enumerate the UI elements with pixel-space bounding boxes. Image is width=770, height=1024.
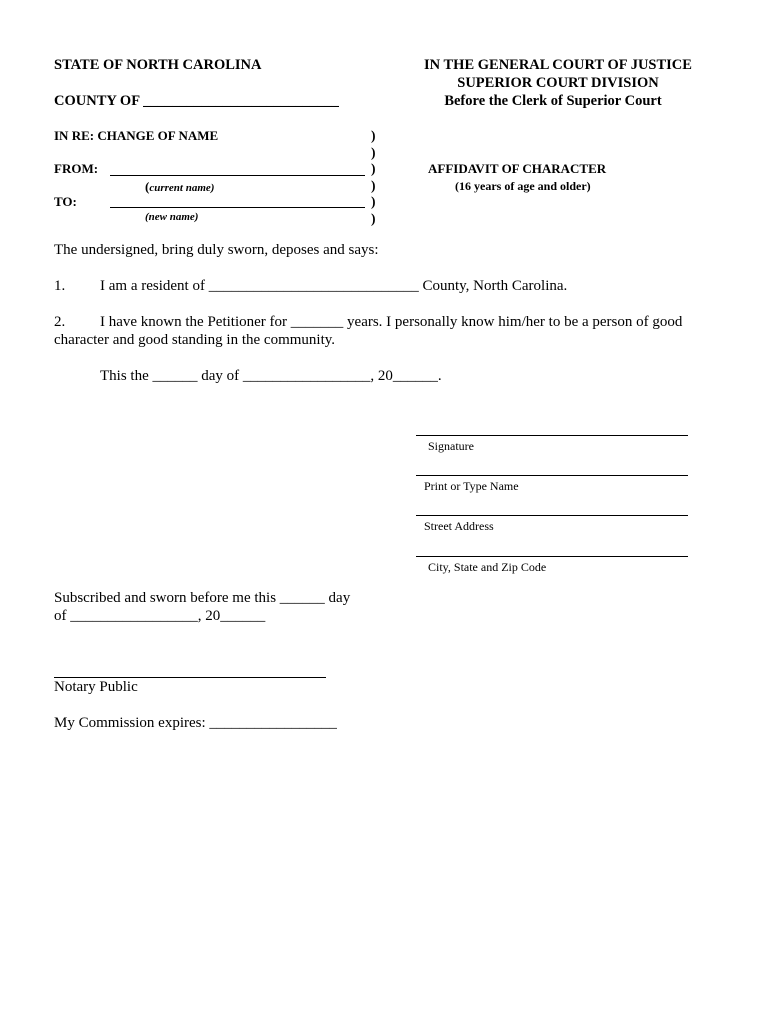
city-state-zip-label: City, State and Zip Code (428, 560, 547, 574)
caption-paren: ) (371, 194, 376, 209)
item2-text-line1: I have known the Petitioner for _______ years. I personally know him/her to be a person of good (100, 314, 683, 330)
in-re-label: IN RE: CHANGE OF NAME (54, 128, 219, 143)
county-heading: COUNTY OF ___________________________ (54, 93, 339, 109)
city-state-zip-line[interactable] (416, 556, 688, 557)
to-label: TO: (54, 194, 77, 209)
caption-paren: ) (371, 178, 376, 193)
intro-paragraph: The undersigned, bring duly sworn, deposes and says: (54, 242, 379, 258)
to-name-line[interactable] (110, 207, 365, 208)
sworn-statement-line2: of _________________, 20______ (54, 608, 266, 624)
court-heading-line3: Before the Clerk of Superior Court (444, 93, 662, 109)
caption-paren: ) (371, 211, 376, 226)
item1-number: 1. (54, 278, 66, 294)
street-address-label: Street Address (424, 519, 494, 533)
state-heading: STATE OF NORTH CAROLINA (54, 57, 262, 73)
date-line: This the ______ day of _________________, 20______. (100, 368, 442, 384)
current-name-caption (145, 178, 214, 196)
sworn-statement-line1: Subscribed and sworn before me this ______ day (54, 590, 351, 606)
new-name-caption: (new name) (145, 211, 199, 223)
notary-public-label: Notary Public (54, 679, 138, 695)
commission-expires: My Commission expires: _________________ (54, 715, 337, 731)
print-name-label: Print or Type Name (424, 479, 519, 493)
signature-line[interactable] (416, 435, 688, 436)
from-label: FROM: (54, 161, 99, 176)
affidavit-title: AFFIDAVIT OF CHARACTER (428, 161, 607, 176)
from-name-line[interactable] (110, 175, 365, 176)
item1-text: I am a resident of ____________________________ County, North Carolina. (100, 278, 568, 294)
item2-number: 2. (54, 314, 66, 330)
notary-signature-line[interactable] (54, 677, 326, 678)
signature-label: Signature (428, 439, 474, 453)
print-name-line[interactable] (416, 475, 688, 476)
caption-paren: ) (371, 145, 376, 160)
current-name-paren: ( (145, 179, 150, 194)
court-heading-line1: IN THE GENERAL COURT OF JUSTICE (424, 57, 692, 73)
caption-paren: ) (371, 161, 376, 176)
caption-paren: ) (371, 128, 376, 143)
affidavit-subtitle: (16 years of age and older) (455, 179, 591, 193)
court-heading-line2: SUPERIOR COURT DIVISION (457, 75, 659, 91)
item2-text-line2: character and good standing in the community. (54, 332, 336, 348)
current-name-text: current name) (149, 182, 215, 194)
street-address-line[interactable] (416, 515, 688, 516)
